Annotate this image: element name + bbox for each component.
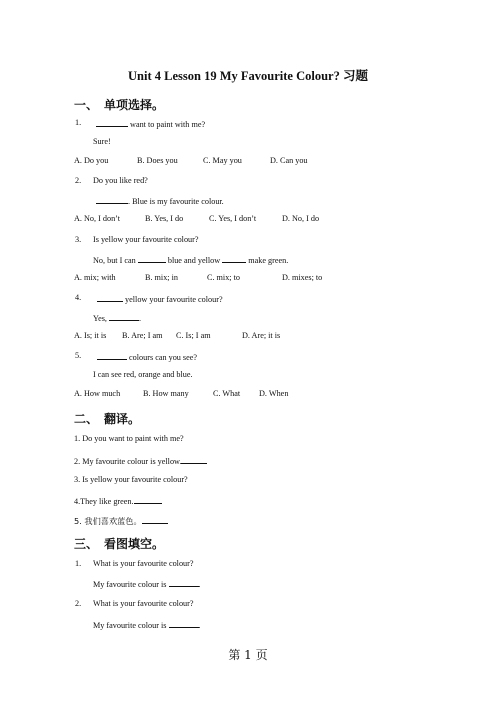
page-footer: 第 1 页 [228, 648, 268, 662]
option-d: D. mixes; to [282, 273, 323, 282]
option-b: B. How many [143, 389, 189, 398]
option-b: B. Yes, I do [145, 214, 184, 223]
question-text: What is your favourite colour? [93, 599, 194, 608]
option-c: C. May you [203, 156, 242, 165]
answer-blank[interactable] [97, 351, 127, 360]
answer-blank[interactable] [109, 312, 139, 321]
answer-blank[interactable] [169, 619, 199, 628]
answer-blank[interactable] [138, 254, 166, 263]
option-c: C. Yes, I don’t [209, 214, 257, 223]
question-number: 3. [75, 235, 82, 244]
question-text: colours can you see? [97, 351, 197, 363]
question-text: What is your favourite colour? [93, 559, 194, 568]
answer-blank[interactable] [96, 118, 128, 127]
answer-line: . Blue is my favourite colour. [96, 195, 224, 207]
option-d: D. Can you [270, 156, 308, 165]
section-label: 翻译。 [104, 412, 141, 426]
translation-item: 1. Do you want to paint with me? [74, 434, 184, 443]
option-d: D. Are; it is [242, 331, 281, 340]
option-a: A. mix; with [74, 273, 116, 282]
question-number: 1. [75, 118, 82, 127]
question-number: 1. [75, 559, 82, 568]
answer-line: Yes, . [93, 314, 142, 323]
option-b: B. Does you [137, 156, 178, 165]
section-number: 三、 [74, 537, 99, 551]
answer-blank[interactable] [169, 578, 199, 587]
section-number: 一、 [74, 98, 99, 112]
question-number: 2. [75, 176, 82, 185]
question-number: 5. [75, 351, 82, 360]
option-a: A. Do you [74, 156, 109, 165]
question-number: 2. [75, 599, 82, 608]
option-a: A. No, I don’t [74, 214, 121, 223]
answer-line: My favourite colour is . [93, 621, 201, 630]
answer-blank[interactable] [97, 293, 123, 302]
translation-item: 2. My favourite colour is yellow. [74, 455, 207, 467]
translation-item: 4.They like green. [74, 495, 162, 507]
option-b: B. mix; in [145, 273, 178, 282]
answer-blank[interactable] [142, 515, 168, 524]
answer-line: No, but I can blue and yellow make green. [93, 256, 289, 265]
section-label: 看图填空。 [104, 537, 165, 551]
option-d: D. When [259, 389, 289, 398]
section-heading-translation [74, 410, 140, 427]
question-text: Do you like red? [93, 176, 148, 185]
option-a: A. How much [74, 389, 121, 398]
question-text: Is yellow your favourite colour? [93, 235, 199, 244]
option-c: C. What [213, 389, 241, 398]
translation-item: 5. 我们喜欢蓝色。 [74, 515, 168, 527]
section-heading-picture-fill [74, 535, 164, 552]
section-label: 单项选择。 [104, 98, 165, 112]
option-d: D. No, I do [282, 214, 320, 223]
option-b: B. Are; I am [122, 331, 163, 340]
translation-item: 3. Is yellow your favourite colour? [74, 475, 188, 484]
answer-blank[interactable] [96, 195, 128, 204]
option-c: C. Is; I am [176, 331, 211, 340]
answer-blank[interactable] [222, 254, 246, 263]
answer-line: My favourite colour is . [93, 580, 201, 589]
question-text: want to paint with me? [96, 118, 205, 130]
section-number: 二、 [74, 412, 99, 426]
answer-blank[interactable] [134, 495, 162, 504]
option-c: C. mix; to [207, 273, 240, 282]
answer-blank[interactable] [181, 455, 207, 464]
section-heading-multiple-choice [74, 96, 164, 113]
answer-line: I can see red, orange and blue. [93, 370, 193, 379]
answer-line: Sure! [93, 137, 111, 146]
option-a: A. Is; it is [74, 331, 107, 340]
question-text: yellow your favourite colour? [97, 293, 223, 305]
question-number: 4. [75, 293, 82, 302]
page-title: Unit 4 Lesson 19 My Favourite Colour? 习题 [128, 69, 368, 83]
